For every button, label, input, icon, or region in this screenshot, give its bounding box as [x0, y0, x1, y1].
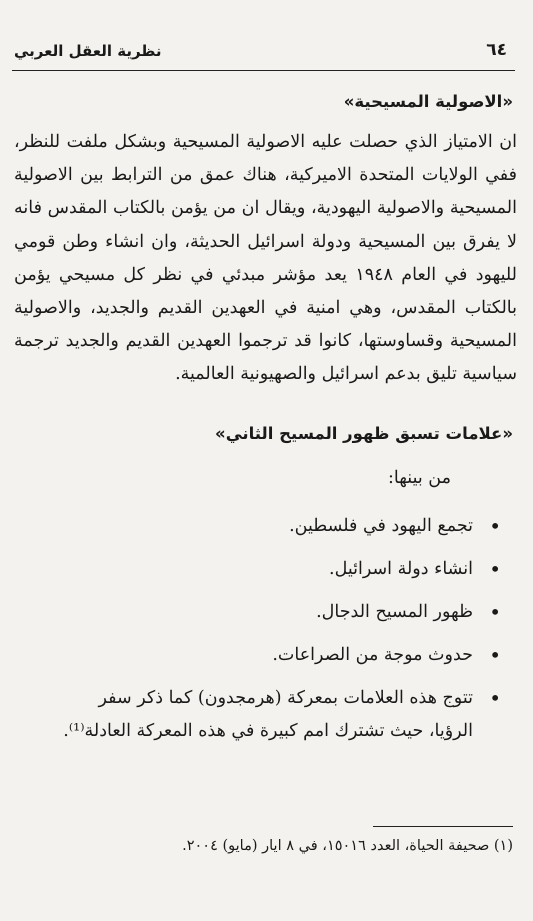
bullet-icon: •: [489, 557, 501, 581]
bullet-list: [60, 510, 501, 758]
footnote: (١) صحيفة الحياة، العدد ١٥٠١٦، في ٨ ايار (مايو) ٢٠٠٤.: [182, 838, 513, 854]
bullet-icon: •: [489, 514, 501, 538]
list-item-text: ظهور المسيح الدجال.: [316, 602, 473, 622]
list-item-text: حدوث موجة من الصراعات.: [272, 645, 473, 665]
list-item: [60, 553, 501, 586]
list-item: [60, 510, 501, 543]
list-item-text: انشاء دولة اسرائيل.: [329, 559, 473, 579]
list-item: [60, 596, 501, 629]
bullet-icon: •: [489, 600, 501, 624]
page-header: [12, 36, 515, 71]
running-title: نظرية العقل العربي: [14, 42, 162, 60]
list-item-text: تجمع اليهود في فلسطين.: [289, 516, 473, 536]
page-number: ٦٤: [486, 40, 507, 60]
list-intro: من بينها:: [388, 468, 451, 488]
section-heading: «الاصولية المسيحية»: [343, 92, 513, 111]
body-paragraph: ان الامتياز الذي حصلت عليه الاصولية المسيحية وبشكل ملفت للنظر، ففي الولايات المتحدة الاميركية، هناك عمق من الترابط بين الاصولية المسيحية والاصولية اليهودية، ويقال ان من يؤمن بالكتاب المقدس فانه لا يفرق بين المسيحية ودولة اسرائيل الحديثة، وان انشاء وطن قومي لليهود في العام ١٩٤٨ يعد مؤشر مبدئي في نظر كل مسيحي يؤمن بالكتاب المقدس، وهي امنية في العهدين القديم والجديد، والاصولية المسيحية وقساوستها، كانوا قد ترجموا العهدين القديم والجديد ترجمة سياسية تليق بدعم اسرائيل والصهيونية العالمية.: [14, 132, 517, 385]
list-item: [60, 682, 501, 748]
section-heading: «علامات تسبق ظهور المسيح الثاني»: [215, 424, 513, 443]
bullet-icon: •: [489, 686, 501, 710]
list-item-text: تتوج هذه العلامات بمعركة (هرمجدون) كما ذكر سفر الرؤيا، حيث تشترك امم كبيرة في هذه المعركة العادلة⁽¹⁾.: [63, 688, 473, 741]
bullet-icon: •: [489, 643, 501, 667]
list-item: [60, 639, 501, 672]
footnote-divider: [373, 826, 513, 827]
